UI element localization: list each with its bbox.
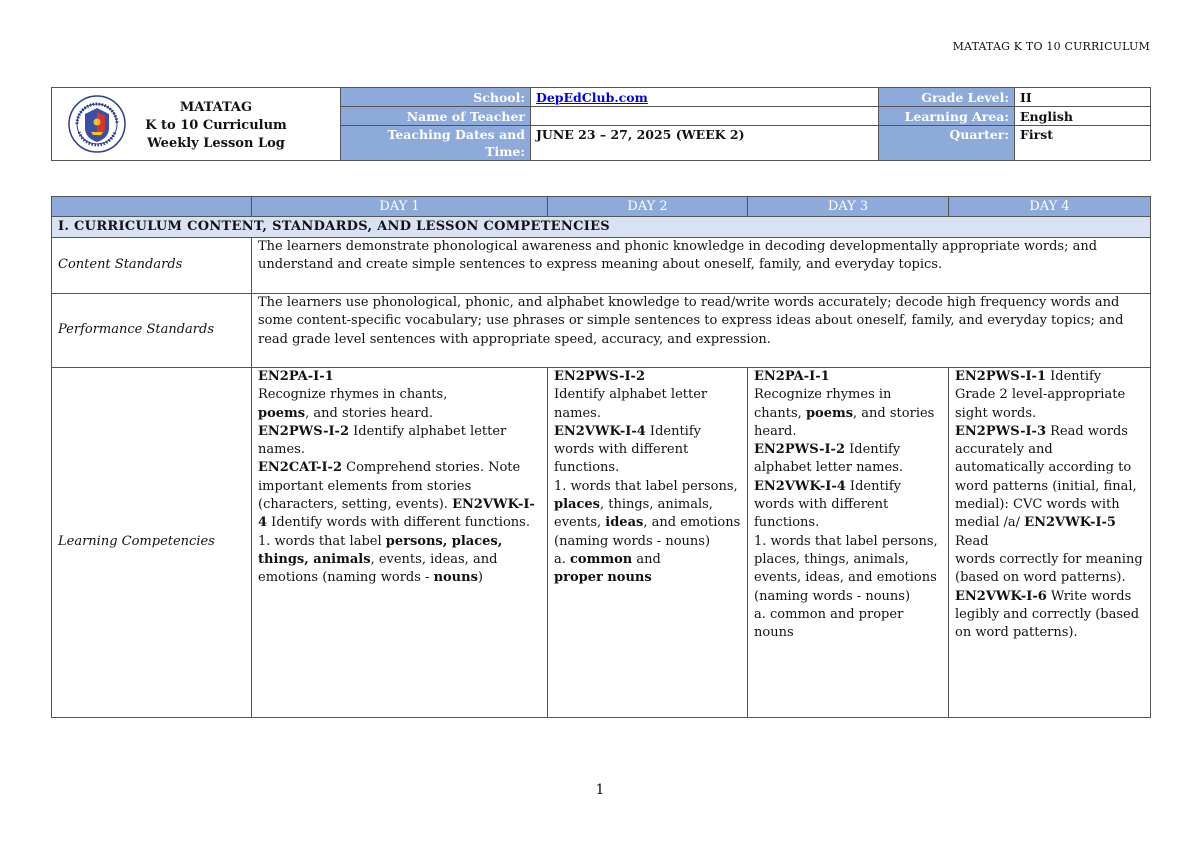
competency-code: EN2PA-I-1 <box>754 369 830 384</box>
competency-code: EN2PWS-I-2 <box>754 442 845 458</box>
school-label: School: <box>341 88 531 107</box>
day-3-competencies: EN2PA-I-1 Recognize rhymes in chants, poems, and stories heard. EN2PWS-I-2 Identify alphabet letter names. EN2VWK-I-4 Identify words with different functions. 1. words that label persons, places, things, animals, events, ideas, and emotions (naming words - nouns) a. common and proper nouns <box>748 368 949 718</box>
competency-code: EN2VWK-I-4 <box>754 478 846 494</box>
dates-label: Teaching Dates and Time: <box>341 126 531 161</box>
competency-code: EN2PWS-I-1 <box>955 369 1046 384</box>
competency-code: EN2VWK-I-6 <box>955 588 1047 604</box>
performance-standards-label: Performance Standards <box>52 294 252 368</box>
competency-code: EN2PWS-I-2 <box>258 423 349 439</box>
deped-seal-icon <box>67 94 127 154</box>
school-link[interactable]: DepEdClub.com <box>536 89 648 105</box>
learning-competencies-label: Learning Competencies <box>52 368 252 718</box>
day-2-header: DAY 2 <box>548 197 748 217</box>
logo-caption-line3: Weekly Lesson Log <box>147 136 285 151</box>
running-header: MATATAG K TO 10 CURRICULUM <box>952 40 1150 53</box>
competency-code: EN2PA-I-1 <box>258 369 334 384</box>
competency-code: EN2VWK-I-4 <box>258 497 535 531</box>
teacher-value <box>531 107 879 126</box>
day-2-competencies: EN2PWS-I-2 Identify alphabet letter names. EN2VWK-I-4 Identify words with different functions. 1. words that label persons, places, things, animals, events, ideas, and emotions (naming words - nouns) a. common and proper nouns <box>548 368 748 718</box>
area-label: Learning Area: <box>879 107 1015 126</box>
content-standards-text: The learners demonstrate phonological awareness and phonic knowledge in decoding developmentally appropriate words; and understand and create simple sentences to express meaning about oneself, family, and everyday topics. <box>252 238 1151 294</box>
logo-caption-line1: MATATAG <box>179 100 253 115</box>
day-3-header: DAY 3 <box>748 197 949 217</box>
quarter-label: Quarter: <box>879 126 1015 161</box>
quarter-value: First <box>1015 126 1151 161</box>
section-title: I. CURRICULUM CONTENT, STANDARDS, AND LESSON COMPETENCIES <box>52 217 1151 238</box>
competency-code: EN2CAT-I-2 <box>258 460 342 476</box>
competency-code: EN2PWS-I-2 <box>554 369 645 384</box>
teacher-label: Name of Teacher <box>341 107 531 126</box>
corner-cell <box>52 197 252 217</box>
school-info-table <box>51 87 1151 161</box>
competency-code: EN2PWS-I-3 <box>955 423 1046 439</box>
day-4-header: DAY 4 <box>949 197 1151 217</box>
day-4-competencies: EN2PWS-I-1 Identify Grade 2 level-appropriate sight words. EN2PWS-I-3 Read words accurately and automatically according to word patterns (initial, final, medial): CVC words with medial /a/ EN2VWK-I-5 Read words correctly for meaning (based on word patterns). EN2VWK-I-6 Write words legibly and correctly (based on word patterns). <box>949 368 1151 718</box>
day-1-competencies: EN2PA-I-1 Recognize rhymes in chants, poems, and stories heard. EN2PWS-I-2 Identify alphabet letter names. EN2CAT-I-2 Comprehend stories. Note important elements from stories (characters, setting, events). EN2VWK-I-4 Identify words with different functions. 1. words that label persons, places, things, animals, events, ideas, and emotions (naming words - nouns) <box>252 368 548 718</box>
page-number: 1 <box>595 782 605 798</box>
grade-value: II <box>1015 88 1151 107</box>
logo-caption-line2: K to 10 Curriculum <box>145 118 287 133</box>
day-header-row <box>52 197 1151 217</box>
area-value: English <box>1015 107 1151 126</box>
competency-code: EN2VWK-I-5 <box>1024 515 1116 531</box>
dates-value: JUNE 23 – 27, 2025 (WEEK 2) <box>531 126 879 161</box>
lesson-log-table <box>51 196 1151 718</box>
competency-code: EN2VWK-I-4 <box>554 423 646 439</box>
performance-standards-text: The learners use phonological, phonic, and alphabet knowledge to read/write words accurately; decode high frequency words and some content-specific vocabulary; use phrases or simple sentences to express ideas about oneself, family, and everyday topics; and read grade level sentences with appropriate speed, accuracy, and expression. <box>252 294 1151 368</box>
content-standards-label: Content Standards <box>52 238 252 294</box>
logo-title-cell <box>52 88 341 161</box>
day-1-header: DAY 1 <box>252 197 548 217</box>
grade-label: Grade Level: <box>879 88 1015 107</box>
